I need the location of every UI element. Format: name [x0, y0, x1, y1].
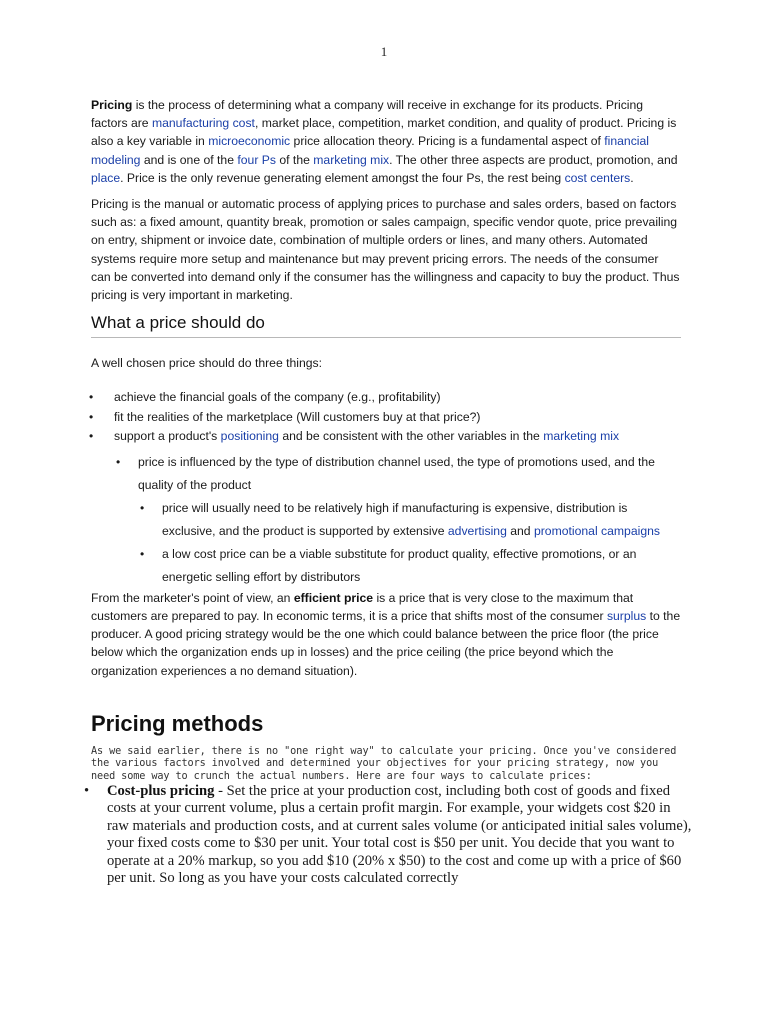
list-item-text: price is influenced by the type of distribution channel used, the type of promotions used, and the quality of the product: [138, 454, 655, 492]
link-surplus[interactable]: surplus: [606, 608, 647, 623]
link-four-ps[interactable]: four Ps: [237, 152, 276, 167]
link-cost-centers[interactable]: cost centers: [564, 170, 631, 185]
bullet-icon: •: [89, 390, 94, 405]
text-run: From the marketer's point of view, an: [91, 590, 294, 605]
link-manufacturing-cost[interactable]: manufacturing cost: [151, 116, 255, 131]
bullet-icon: •: [89, 429, 94, 444]
paragraph-pricing-definition: [91, 96, 681, 187]
term-pricing: Pricing: [91, 98, 133, 112]
term-efficient-price: efficient price: [293, 590, 374, 605]
page-number: 1: [380, 44, 388, 59]
text-run: - Set the price at your production cost, including both cost of goods and fixed costs at your current volume, plus a certain profit margin. For example, your widgets cost $20 in raw materials and production costs, and at current sales volume (or anticipated initial sales volume), your fixed costs come to $30 per unit. Your total cost is $50 per unit. You decide that you want to operate at a 20% markup, so you add $10 (20% x $50) to the cost and come up with a price of $60 per unit. So long as you have your costs calculated correctly: [107, 782, 692, 886]
link-place[interactable]: place: [91, 170, 121, 185]
bullet-icon: •: [140, 546, 145, 561]
bullet-icon: •: [140, 500, 145, 515]
list-item: [116, 451, 681, 589]
link-financial-modeling[interactable]: financial modeling: [91, 134, 649, 167]
list-item-text: achieve the financial goals of the company (e.g., profitability): [114, 390, 441, 405]
list-item-text: fit the realities of the marketplace (Will customers buy at that price?): [114, 409, 481, 424]
paragraph-pricing-process: Pricing is the manual or automatic process of applying prices to purchase and sales orders, based on factors such as: a fixed amount, quantity break, promotion or sales campaign, specific vendor quote, price prevailing on entry, shipment or invoice date, combination of multiple orders or lines, and many others. Automated systems require more setup and maintenance but may prevent pricing errors. The needs of the consumer can be converted into demand only if the consumer has the willingness and capacity to buy the product. Thus pricing is very important in marketing.: [91, 197, 680, 303]
list-item-text: a low cost price can be a viable substitute for product quality, effective promotions, or an energetic selling effort by distributors: [162, 546, 637, 584]
bullet-icon: •: [89, 409, 94, 424]
list-item: [91, 408, 681, 428]
price-goals-list: [91, 388, 681, 447]
document-body: [84, 96, 692, 887]
term-cost-plus-pricing: Cost-plus pricing: [107, 782, 215, 799]
link-advertising[interactable]: advertising: [447, 523, 507, 538]
text-run: price allocation theory. Pricing is a fundamental aspect of: [290, 134, 605, 149]
heading-what-a-price-should-do: What a price should do: [91, 312, 681, 338]
text-run: . Price is the only revenue generating element amongst the four Ps, the rest being: [120, 170, 565, 185]
price-influence-sublist: [91, 451, 681, 589]
link-marketing-mix[interactable]: marketing mix: [313, 152, 390, 167]
list-item: [91, 427, 681, 447]
text-run: to the producer. A good pricing strategy would be the one which could balance between the price floor (the price below which the organization ends up in losses) and the price ceiling (the price beyond which the organization experiences a no demand situation).: [91, 608, 681, 678]
pricing-methods-intro: As we said earlier, there is no "one right way" to calculate your pricing. Once you've considered the various factors involved and determined your objectives for your pricing strategy, now you need some way to crunch the actual numbers. Here are four ways to calculate prices:: [91, 745, 677, 782]
text-run: of the: [276, 152, 314, 167]
heading-pricing-methods: Pricing methods: [91, 710, 264, 736]
bullet-icon: •: [84, 782, 90, 799]
text-run: and be consistent with the other variables in the: [278, 429, 544, 444]
text-run: , market place, competition, market condition, and quality of product. Pricing is also a key variable in: [91, 116, 677, 149]
link-promotional-campaigns[interactable]: promotional campaigns: [533, 523, 660, 538]
link-microeconomic[interactable]: microeconomic: [208, 134, 291, 149]
text-run: and is one of the: [140, 152, 238, 167]
text-run: is a price that is very close to the maximum that customers are prepared to pay. In economic terms, it is a price that shifts most of the consumer: [91, 590, 634, 623]
list-item: [86, 783, 692, 887]
paragraph-efficient-price: [91, 589, 681, 680]
list-item: [91, 388, 681, 408]
link-marketing-mix-2[interactable]: marketing mix: [543, 429, 620, 444]
text-run: is the process of determining what a company will receive in exchange for its products. Pricing factors are: [91, 98, 644, 131]
text-run: . The other three aspects are product, promotion, and: [389, 152, 678, 167]
list-intro: A well chosen price should do three things:: [91, 356, 323, 371]
list-item: [140, 497, 681, 543]
text-run: .: [630, 170, 634, 185]
list-item: [140, 543, 681, 589]
bullet-icon: •: [116, 454, 121, 469]
text-run: price will usually need to be relatively high if manufacturing is expensive, distribution is exclusive, and the product is supported by extensive: [162, 500, 628, 538]
pricing-methods-list: [84, 782, 692, 887]
text-run: support a product's: [114, 429, 221, 444]
link-positioning[interactable]: positioning: [220, 429, 279, 444]
price-detail-sublist: [138, 497, 681, 589]
text-run: and: [506, 523, 534, 538]
